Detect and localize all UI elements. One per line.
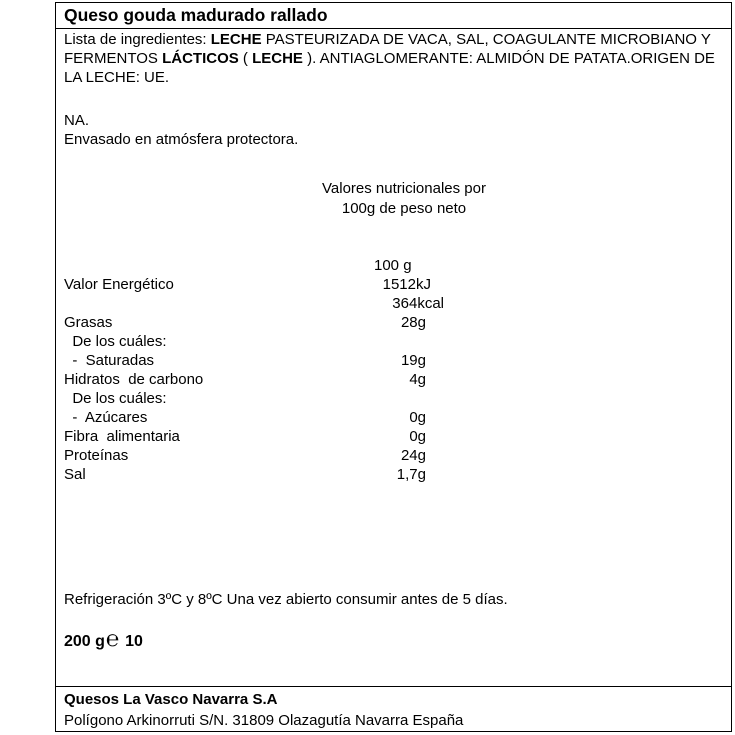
nutrient-label-sugars: - Azúcares xyxy=(64,409,148,426)
allergen-leche-2: LECHE xyxy=(252,50,303,67)
title-section xyxy=(56,3,731,28)
ingredients-list xyxy=(64,30,724,87)
nutrient-label-fat: Grasas xyxy=(64,314,113,331)
nutrition-header-line-2: 100g de peso neto xyxy=(341,200,467,217)
nutrient-label-carbohydrates: Hidratos de carbono xyxy=(64,371,204,388)
energy-kcal: 364kcal xyxy=(392,295,444,312)
nutrient-label-of-which-1: De los cuáles: xyxy=(64,333,167,350)
energy-label: Valor Energético xyxy=(64,276,174,293)
nutrient-value-saturated: 19g xyxy=(400,352,426,369)
nutrient-value-carbohydrates: 4g xyxy=(409,371,426,388)
allergen-lacticos: LÁCTICOS xyxy=(162,50,239,67)
nutrient-label-saturated: - Saturadas xyxy=(64,352,155,369)
net-weight-count: 10 xyxy=(125,633,143,650)
manufacturer-section xyxy=(56,686,731,731)
net-weight xyxy=(64,626,143,652)
energy-kj: 1512kJ xyxy=(382,276,431,293)
nutrition-column-header: 100 g xyxy=(374,257,412,274)
na-note: NA. xyxy=(64,112,90,129)
nutrition-header-line-1: Valores nutricionales por xyxy=(322,180,486,197)
nutrient-label-fibre: Fibra alimentaria xyxy=(64,428,180,445)
ingredients-text-3: ). ANTIAGLOMERANTE: ALMIDÓN DE PATATA.ORIGEN DE LA LECHE: UE. xyxy=(64,50,715,86)
net-weight-amount: 200 g xyxy=(64,633,105,650)
storage-instructions: Refrigeración 3ºC y 8ºC Una vez abierto consumir antes de 5 días. xyxy=(64,591,508,608)
label-frame xyxy=(55,2,732,732)
nutrient-value-sugars: 0g xyxy=(409,409,426,426)
nutrient-label-salt: Sal xyxy=(64,466,86,483)
manufacturer-address: Polígono Arkinorruti S/N. 31809 Olazagutía Navarra España xyxy=(64,712,464,729)
nutrient-value-protein: 24g xyxy=(400,447,426,464)
packaging-note: Envasado en atmósfera protectora. xyxy=(64,131,299,148)
nutrient-value-fat: 28g xyxy=(400,314,426,331)
ingredients-prefix: Lista de ingredientes: xyxy=(64,31,211,48)
product-title: Queso gouda madurado rallado xyxy=(64,5,328,25)
main-section xyxy=(56,28,731,686)
nutrient-value-salt: 1,7g xyxy=(396,466,426,483)
nutrient-value-fibre: 0g xyxy=(409,428,426,445)
manufacturer-name: Quesos La Vasco Navarra S.A xyxy=(64,691,278,708)
allergen-leche: LECHE xyxy=(210,31,262,48)
ingredients-text-1: PASTEURIZADA DE VACA, SAL, COAGULANTE MICROBIANO Y FERMENTOS xyxy=(64,31,711,67)
estimated-sign-icon: ℮ xyxy=(105,626,120,651)
ingredients-text-2: ( xyxy=(238,50,253,67)
nutrient-label-protein: Proteínas xyxy=(64,447,129,464)
nutrient-label-of-which-2: De los cuáles: xyxy=(64,390,167,407)
